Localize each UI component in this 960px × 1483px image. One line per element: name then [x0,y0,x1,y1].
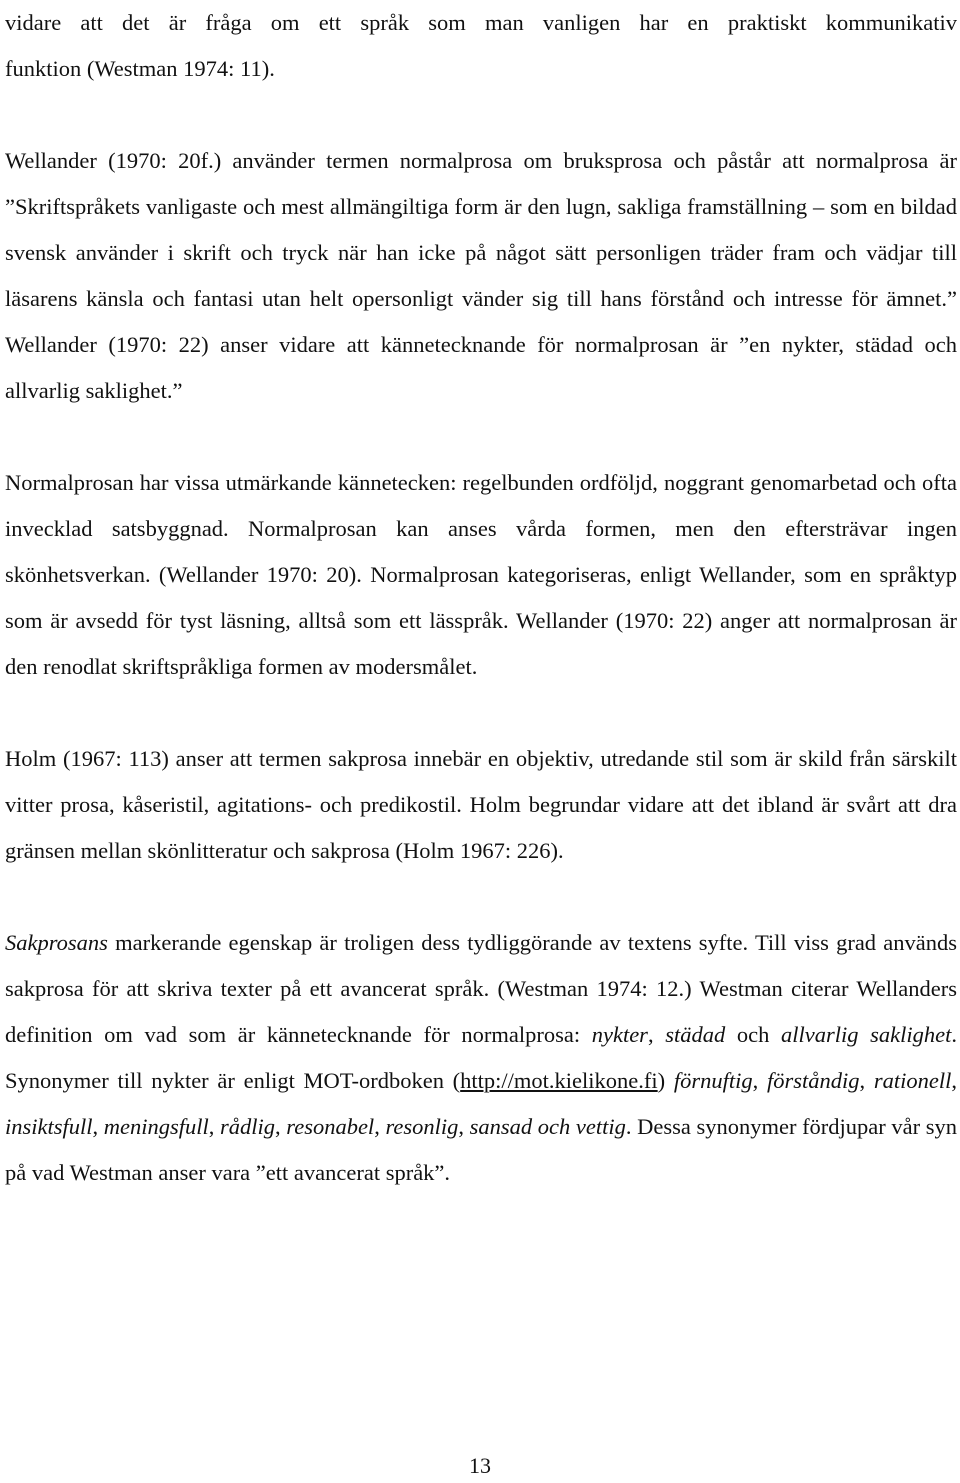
italic-term: Sakprosans [5,930,108,955]
italic-term: resonabel [286,1114,375,1139]
italic-term: rationell [873,1068,952,1093]
text-run: . Dessa synonymer fördjupar vår syn på vad Westman anser vara ”ett avancerat språk”. [5,1114,958,1185]
text-run: , [859,1068,874,1093]
text-run: , [92,1114,104,1139]
paragraph-continuation [5,0,957,92]
paragraph-holm-sakprosa: Holm (1967: 113) anser att termen sakprosa innebär en objektiv, utredande stil som är skild från särskilt vitter prosa, kåseristil, agitations- och predikostil. Holm begrundar vidare att det ibland är svårt att dra gränsen mellan skönlitteratur och sakprosa (Holm 1967: 226). [5,746,957,863]
text-run: och [725,1022,781,1047]
italic-term: meningsfull [103,1114,209,1139]
document-page [5,0,957,1196]
text-run: , [951,1068,958,1093]
text-run: ) [657,1068,674,1093]
italic-term: sansad och vettig [469,1114,626,1139]
paragraph-line: vidare att det är fråga om ett språk som man vanligen har en praktiskt kommunikativ [5,10,957,35]
text-run: , [374,1114,386,1139]
italic-term: resonlig [385,1114,459,1139]
italic-term: nykter [591,1022,648,1047]
italic-term: städad [665,1022,726,1047]
italic-term: förståndig [767,1068,860,1093]
text-run: , [752,1068,767,1093]
paragraph-line: funktion (Westman 1974: 11). [5,56,275,81]
italic-term: förnuftig [673,1068,753,1093]
mot-ordboken-link[interactable]: http://mot.kielikone.fi [460,1068,658,1093]
text-run: , [208,1114,221,1139]
italic-term: insiktsfull [5,1114,93,1139]
text-run: , [275,1114,287,1139]
page-number: 13 [469,1453,491,1478]
paragraph-sakprosans-egenskap [5,920,957,1196]
paragraph-wellander-normalprosa: Wellander (1970: 20f.) använder termen normalprosa om bruksprosa och påstår att normalprosa är ”Skriftspråkets vanligaste och mest allmängiltiga form är den lugn, sakliga framställning – som en bildad svensk använder i skrift och tryck när han icke på något sätt personligen träder fram och vädjar till läsarens känsla och fantasi utan helt opersonligt vänder sig till hans förstånd och intresse för ämnet.” Wellander (1970: 22) anser vidare att kännetecknande för normalprosan är ”en nykter, städad och allvarlig saklighet.” [5,148,957,403]
italic-term: allvarlig saklighet [781,1022,952,1047]
text-run: , [647,1022,666,1047]
paragraph-normalprosan-kannetecken: Normalprosan har vissa utmärkande kännetecken: regelbunden ordföljd, noggrant genomarbetad och ofta invecklad satsbyggnad. Normalprosan kan anses vårda formen, men den eftersträvar ingen skönhetsverkan. (Wellander 1970: 20). Normalprosan kategoriseras, enligt Wellander, som en språktyp som är avsedd för tyst läsning, alltså som ett lässpråk. Wellander (1970: 22) anger att normalprosan är den renodlat skriftspråkliga formen av modersmålet. [5,470,957,679]
text-run: , [458,1114,470,1139]
text-run: . Synonymer till nykter är enligt MOT-ordboken ( [5,1022,957,1093]
text-run: markerande egenskap är troligen dess tydliggörande av textens syfte. Till viss grad används sakprosa för att skriva texter på ett avancerat språk. (Westman 1974: 12.) Westman citerar Wellanders definition om vad som är kännetecknande för normalprosa: [5,930,957,1047]
italic-term: rådlig [220,1114,276,1139]
